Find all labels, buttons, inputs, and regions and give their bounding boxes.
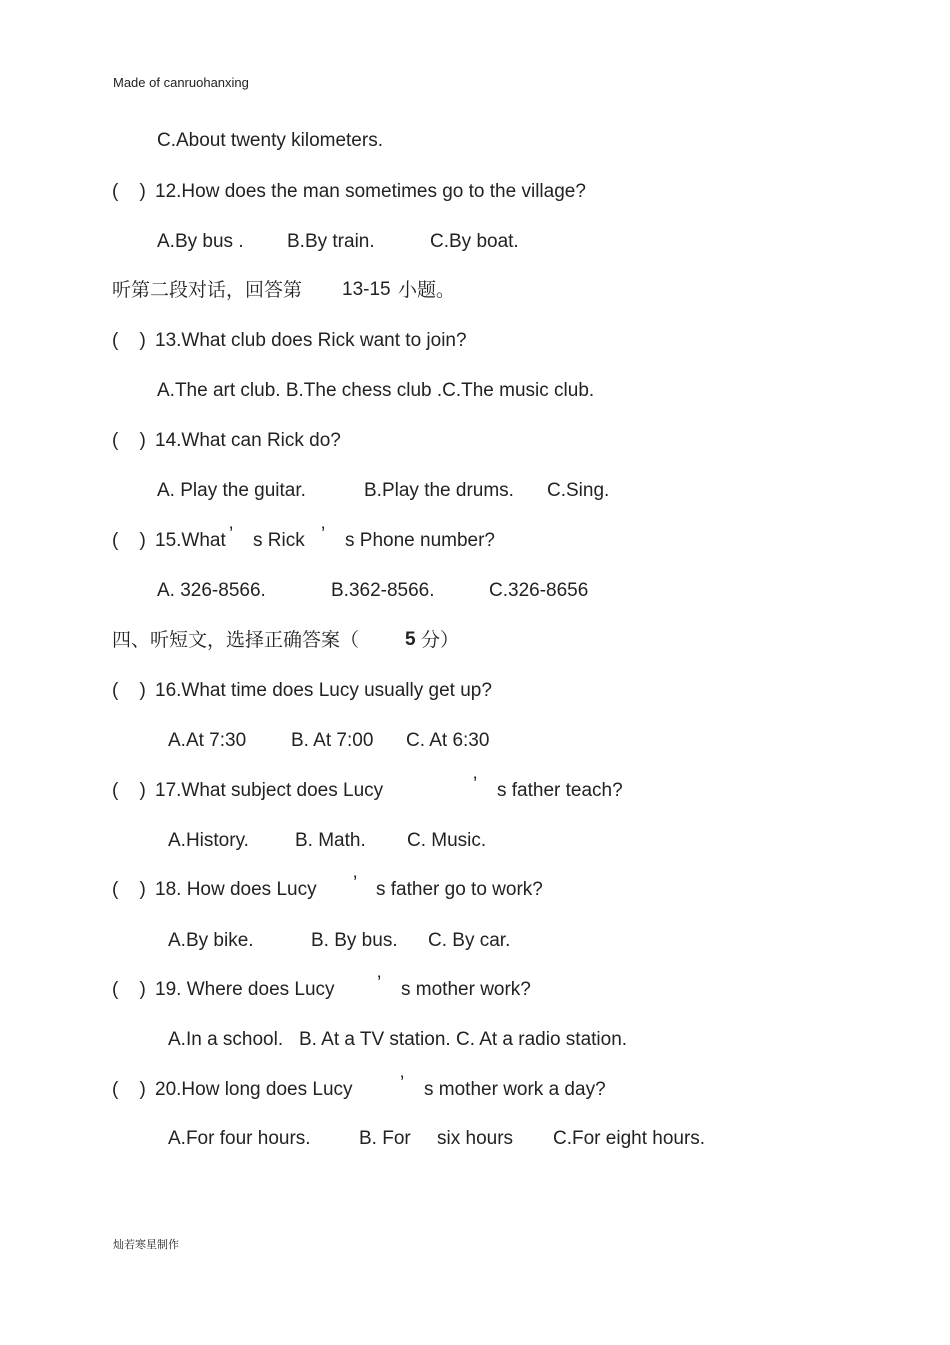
answer-bracket: ( ) [112,780,146,801]
option-b: B.By train. [287,231,375,252]
question-part-2: s father teach? [497,780,623,801]
question-text: 14.What can Rick do? [155,430,341,451]
answer-bracket: ( ) [112,330,146,351]
option-a: A.For four hours. [168,1128,311,1149]
answer-bracket: ( ) [112,430,146,451]
instruction-prefix: 听第二段对话，回答第 [112,279,303,301]
question-part-1: 19. Where does Lucy [155,979,335,1000]
option-b: B. Math. [295,830,366,851]
options-line: A.In a school. B. At a TV station. C. At a radio station. [168,1029,628,1050]
option-c: C.326-8656 [489,580,589,601]
option-a: A.At 7:30 [168,730,247,751]
answer-bracket: ( ) [112,181,146,202]
option-a: A. 326-8566. [157,580,266,601]
apostrophe: ’ [353,873,358,894]
question-part-1: 17.What subject does Lucy [155,780,384,801]
answer-bracket: ( ) [112,1079,146,1100]
apostrophe: ’ [473,774,478,795]
option-c: C.For eight hours. [553,1128,706,1149]
option-a: A.By bike. [168,930,254,951]
option-b: B. At 7:00 [291,730,374,751]
question-text: 13.What club does Rick want to join? [155,330,467,351]
option-a: A.By bus . [157,231,244,252]
option-b: B.Play the drums. [364,480,514,501]
q11-option-c: C.About twenty kilometers. [157,130,383,151]
heading-points: 5 [405,629,416,650]
option-c: C. Music. [407,830,487,851]
question-part-1: 20.How long does Lucy [155,1079,353,1100]
option-c: C. By car. [428,930,511,951]
question-part-2: s mother work a day? [424,1079,606,1100]
question-part-2: s mother work? [401,979,531,1000]
apostrophe: ’ [400,1073,405,1094]
page-footer: 灿若寒星制作 [113,1238,179,1251]
option-c: C.Sing. [547,480,610,501]
question-text: 12.How does the man sometimes go to the village? [155,181,586,202]
option-b: B. By bus. [311,930,398,951]
question-text: 16.What time does Lucy usually get up? [155,680,492,701]
option-c: C.By boat. [430,231,519,252]
instruction-suffix: 小题。 [398,279,456,301]
answer-bracket: ( ) [112,530,146,551]
answer-bracket: ( ) [112,879,146,900]
option-b: B.362-8566. [331,580,435,601]
instruction-range: 13-15 [342,279,391,300]
option-c: C. At 6:30 [406,730,490,751]
question-part-2: s Rick [253,530,305,551]
apostrophe: ’ [229,524,234,545]
question-part-2: s father go to work? [376,879,543,900]
answer-bracket: ( ) [112,680,146,701]
heading-text: 四、听短文，选择正确答案（ [112,629,360,651]
option-b: B. For [359,1128,411,1149]
option-a: A. Play the guitar. [157,480,306,501]
question-part-1: 15.What [155,530,226,551]
answer-bracket: ( ) [112,979,146,1000]
apostrophe: ’ [321,524,326,545]
option-b-continued: six hours [437,1128,514,1149]
question-part-1: 18. How does Lucy [155,879,317,900]
page-header: Made of canruohanxing [113,75,249,90]
apostrophe: ’ [377,973,382,994]
question-part-3: s Phone number? [345,530,495,551]
options-line: A.The art club. B.The chess club .C.The music club. [157,380,595,401]
option-a: A.History. [168,830,249,851]
heading-suffix: 分） [421,629,460,651]
